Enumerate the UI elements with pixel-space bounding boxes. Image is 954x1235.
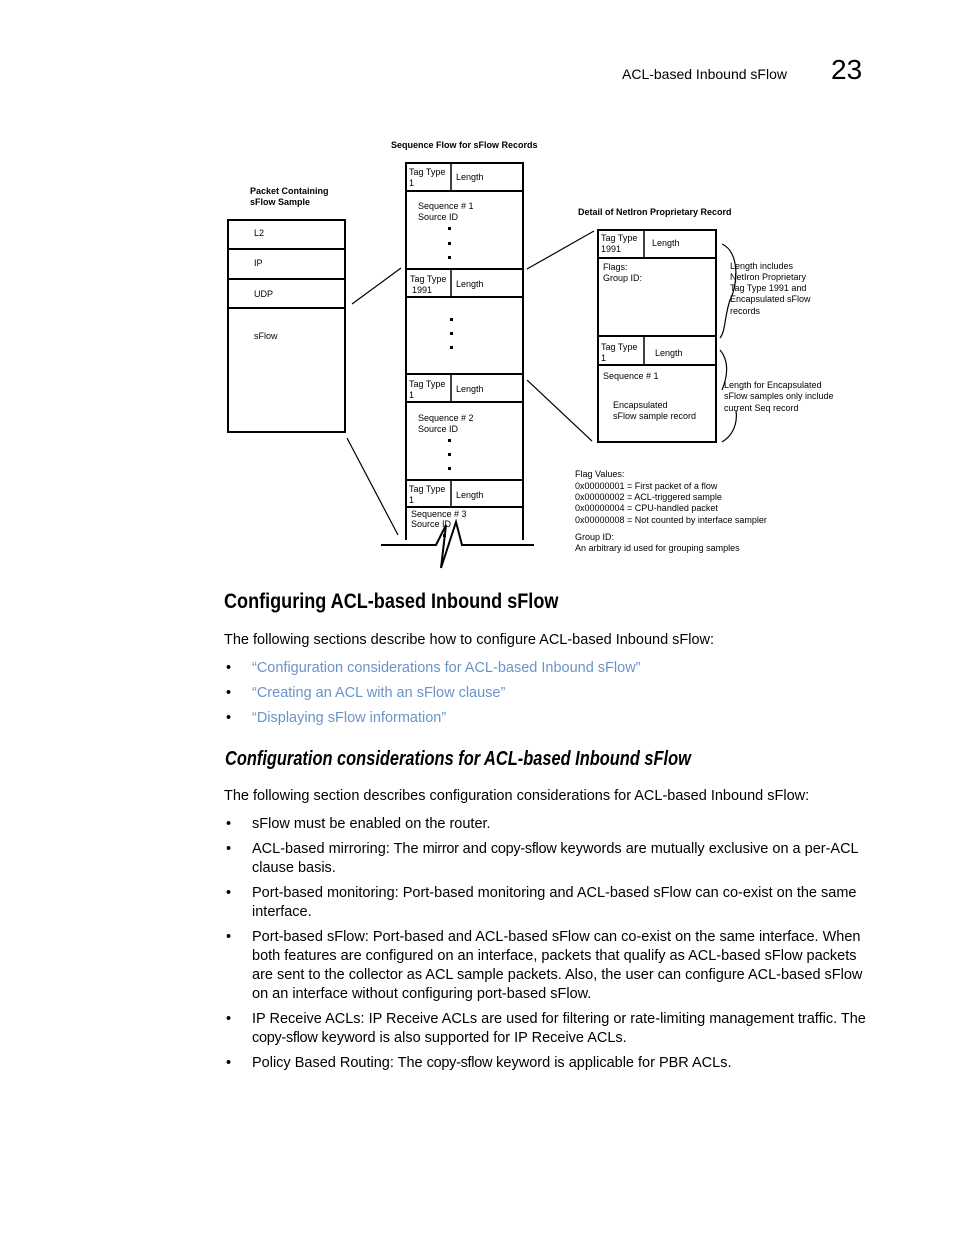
source-id-label: Source ID bbox=[411, 519, 452, 529]
tag-type-value: 1 bbox=[409, 178, 415, 188]
group-id-label: Group ID: bbox=[603, 273, 643, 283]
source-id-label: Source ID bbox=[418, 212, 459, 222]
sequence-label: Sequence # 1 bbox=[418, 201, 474, 211]
bullet-text: Port-based sFlow: Port-based and ACL-based sFlow can co-exist on the same interface. When both features are configured on an interface, packets that qualify as ACL-based sFlow packets are sent to the collector as ACL sample packets. Also, the user can configure ACL-based sFlow on an interface without configuring port-based sFlow. bbox=[252, 929, 863, 1002]
encapsulated-label: sFlow sample record bbox=[613, 411, 697, 421]
sequence-label: Sequence # 3 bbox=[411, 509, 467, 519]
group-id-desc: An arbitrary id used for grouping samples bbox=[575, 543, 740, 553]
length-label: Length bbox=[456, 490, 484, 500]
bullet-text: IP Receive ACLs: IP Receive ACLs are used for filtering or rate-limiting management traffic. The bbox=[252, 1011, 866, 1027]
link-displaying-sflow[interactable]: “Displaying sFlow information” bbox=[252, 710, 447, 726]
flag-value: 0x00000004 = CPU-handled packet bbox=[575, 503, 718, 513]
list-item: • Port-based sFlow: Port-based and ACL-based sFlow can co-exist on the same interface. When both features are configured on an interface, packets that qualify as ACL-based sFlow packets are sent to the collector as ACL sample packets. Also, the user can configure ACL-based sFlow on an interface without configuring port-based sFlow. bbox=[226, 929, 863, 1002]
flag-value: 0x00000008 = Not counted by interface sampler bbox=[575, 515, 767, 525]
keyword-mirror: mirror bbox=[422, 841, 459, 857]
link-config-considerations[interactable]: “Configuration considerations for ACL-based Inbound sFlow” bbox=[252, 660, 641, 676]
packet-label: Packet Containing bbox=[250, 186, 329, 196]
tag-type-value: 1991 bbox=[412, 285, 433, 295]
packet-label: sFlow Sample bbox=[250, 197, 311, 207]
length-label: Length bbox=[652, 238, 680, 248]
flag-value: 0x00000001 = First packet of a flow bbox=[575, 481, 718, 491]
list-item: • Port-based monitoring: Port-based monitoring and ACL-based sFlow can co-exist on the same interface. bbox=[226, 885, 857, 920]
note-encap-length: Length for Encapsulated bbox=[724, 380, 822, 390]
note-length: Encapsulated sFlow bbox=[730, 294, 811, 304]
keyword-copy-sflow: copy-sflow bbox=[252, 1030, 318, 1046]
bullet-text: keywords are mutually exclusive on a per-ACL clause basis. bbox=[252, 841, 859, 876]
bullet-text: and bbox=[458, 841, 491, 857]
packet-field-udp: UDP bbox=[254, 289, 274, 299]
length-label: Length bbox=[456, 279, 484, 289]
sflow-sequence-diagram bbox=[0, 0, 954, 580]
tag-type-label: Tag Type bbox=[601, 233, 638, 243]
length-label: Length bbox=[456, 384, 484, 394]
packet-field-sflow: sFlow bbox=[254, 331, 278, 341]
section-intro: The following sections describe how to configure ACL-based Inbound sFlow: bbox=[224, 632, 715, 648]
note-length: records bbox=[730, 306, 761, 316]
list-item: • “Configuration considerations for ACL-based Inbound sFlow” bbox=[226, 660, 641, 676]
list-item: • IP Receive ACLs: IP Receive ACLs are used for filtering or rate-limiting management traffic. The copy-sflow keyword is also supported for IP Receive ACLs. bbox=[226, 1011, 866, 1046]
packet-box bbox=[228, 220, 345, 432]
figure-title: Sequence Flow for sFlow Records bbox=[391, 140, 538, 150]
list-item: • “Displaying sFlow information” bbox=[226, 710, 447, 726]
link-list bbox=[224, 659, 870, 728]
list-item: • “Creating an ACL with an sFlow clause” bbox=[226, 685, 506, 701]
encapsulated-label: Encapsulated bbox=[613, 400, 668, 410]
tag-type-value: 1 bbox=[409, 390, 415, 400]
list-item: • ACL-based mirroring: The mirror and copy-sflow keywords are mutually exclusive on a per-ACL clause basis. bbox=[226, 841, 859, 876]
tag-type-label: Tag Type bbox=[409, 379, 446, 389]
note-length: Tag Type 1991 and bbox=[730, 283, 807, 293]
note-length: NetIron Proprietary bbox=[730, 272, 807, 282]
tag-type-value: 1991 bbox=[601, 244, 622, 254]
list-item: • Policy Based Routing: The copy-sflow keyword is applicable for PBR ACLs. bbox=[226, 1055, 732, 1071]
tag-type-value: 1 bbox=[409, 495, 415, 505]
bullet-text: keyword is applicable for PBR ACLs. bbox=[492, 1055, 732, 1071]
bullet-text: keyword is also supported for IP Receive ACLs. bbox=[317, 1030, 627, 1046]
link-creating-acl[interactable]: “Creating an ACL with an sFlow clause” bbox=[252, 685, 506, 701]
bullet-text: Port-based monitoring: Port-based monitoring and ACL-based sFlow can co-exist on the same interface. bbox=[252, 885, 857, 920]
length-label: Length bbox=[655, 348, 683, 358]
keyword-copy-sflow: copy-sflow bbox=[490, 841, 557, 857]
packet-field-ip: IP bbox=[254, 258, 263, 268]
subsection-heading: Configuration considerations for ACL-based Inbound sFlow bbox=[225, 748, 691, 770]
bullet-text: sFlow must be enabled on the router. bbox=[252, 816, 491, 832]
note-length: Length includes bbox=[730, 261, 794, 271]
source-id-label: Source ID bbox=[418, 424, 459, 434]
tag-type-value: 1 bbox=[601, 353, 607, 363]
bullet-text: Policy Based Routing: The bbox=[252, 1055, 427, 1071]
tag-type-label: Tag Type bbox=[410, 274, 447, 284]
group-id-title: Group ID: bbox=[575, 532, 615, 542]
break-line bbox=[381, 522, 534, 568]
flag-values-title: Flag Values: bbox=[575, 469, 625, 479]
flags-label: Flags: bbox=[603, 262, 628, 272]
tag-type-label: Tag Type bbox=[601, 342, 638, 352]
considerations-list bbox=[224, 815, 870, 1073]
sequence-label: Sequence # 1 bbox=[603, 371, 659, 381]
detail-title: Detail of NetIron Proprietary Record bbox=[578, 207, 732, 217]
note-encap-length: sFlow samples only include bbox=[724, 391, 834, 401]
tag-type-label: Tag Type bbox=[409, 484, 446, 494]
section-heading: Configuring ACL-based Inbound sFlow bbox=[224, 590, 559, 613]
list-item: • sFlow must be enabled on the router. bbox=[226, 816, 491, 832]
subsection-intro: The following section describes configuration considerations for ACL-based Inbound sFlow: bbox=[224, 788, 810, 804]
running-header-title: ACL-based Inbound sFlow bbox=[622, 66, 787, 82]
bullet-text: ACL-based mirroring: The bbox=[252, 841, 423, 857]
sequence-label: Sequence # 2 bbox=[418, 413, 474, 423]
note-encap-length: current Seq record bbox=[724, 403, 799, 413]
flag-value: 0x00000002 = ACL-triggered sample bbox=[575, 492, 722, 502]
length-label: Length bbox=[456, 172, 484, 182]
keyword-copy-sflow: copy-sflow bbox=[426, 1055, 493, 1071]
tag-type-label: Tag Type bbox=[409, 167, 446, 177]
packet-field-l2: L2 bbox=[254, 228, 265, 238]
chapter-number: 23 bbox=[831, 54, 863, 85]
